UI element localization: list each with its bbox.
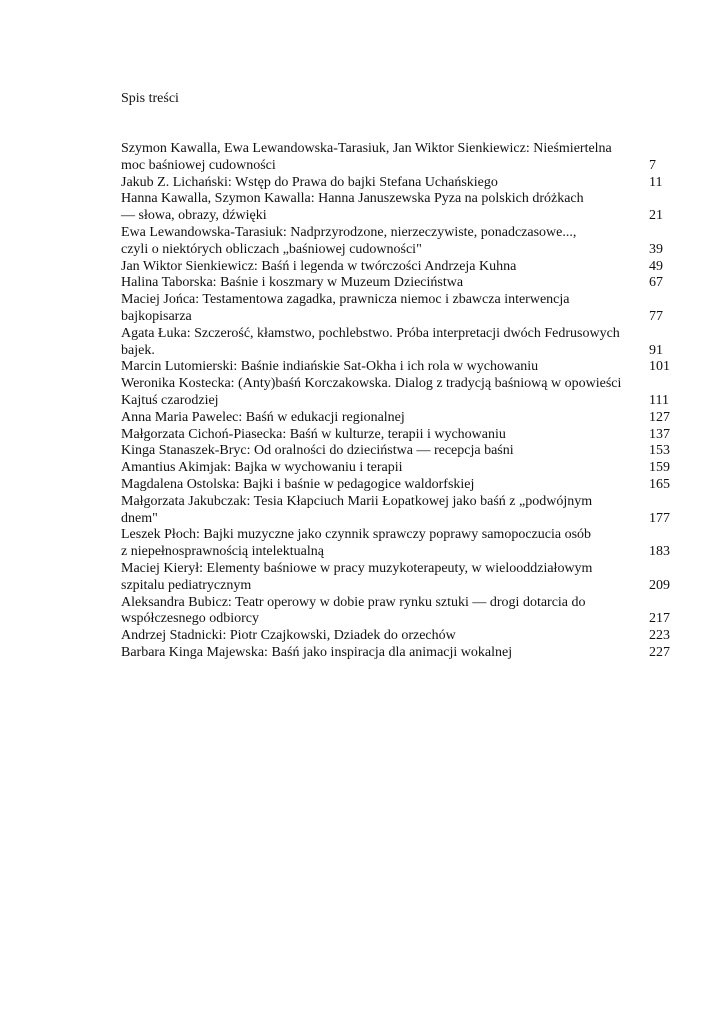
toc-entry-text-line: czyli o niektórych obliczach „baśniowej cudowności" [121,241,422,257]
toc-page-number: 159 [649,460,670,476]
toc-page-number: 77 [649,308,663,324]
toc-entry-text-line: Kinga Stanaszek-Bryc: Od oralności do dzieciństwa — recepcja baśni [121,443,514,459]
toc-entry-text-line: Agata Łuka: Szczerość, kłamstwo, pochlebstwo. Próba interpretacji dwóch Fedrusowych [121,325,620,341]
toc-entry [121,494,673,528]
toc-entry-text-line: Ewa Lewandowska-Tarasiuk: Nadprzyrodzone, nierzeczywiste, ponadczasowe..., [121,224,577,240]
toc-entry-text-line: z niepełnosprawnością intelektualną [121,544,324,560]
toc-page-number: 177 [649,510,670,526]
toc-entry [121,275,673,292]
toc-entry [121,410,673,427]
toc-page-number: 7 [649,157,656,173]
toc-entry-text-line: Małgorzata Jakubczak: Tesia Kłapciuch Marii Łopatkowej jako baśń z „podwójnym [121,493,593,509]
toc-entry-text-line: bajkopisarza [121,308,192,324]
toc-entry-text-line: Hanna Kawalla, Szymon Kawalla: Hanna Januszewska Pyza na polskich dróżkach [121,191,584,207]
toc-entry [121,326,673,360]
toc-entry [121,427,673,444]
toc-entry-text-line: Maciej Kierył: Elementy baśniowe w pracy muzykoterapeuty, w wielooddziałowym [121,560,593,576]
toc-entry-text-line: Jan Wiktor Sienkiewicz: Baśń i legenda w twórczości Andrzeja Kuhna [121,258,517,274]
toc-entry-text-line: moc baśniowej cudowności [121,157,276,173]
toc-entry [121,225,673,259]
toc-page-number: 39 [649,241,663,257]
toc-page-number: 183 [649,544,670,560]
toc-entry-text-line: szpitalu pediatrycznym [121,577,252,593]
toc-page-number: 153 [649,443,670,459]
toc-entry [121,527,673,561]
toc-entry [121,595,673,629]
toc-entry [121,628,673,645]
toc-entry-text-line: Amantius Akimjak: Bajka w wychowaniu i terapii [121,460,403,476]
toc-entry [121,292,673,326]
toc-entry-text-line: dnem" [121,510,158,526]
toc-entry-text-line: Szymon Kawalla, Ewa Lewandowska-Tarasiuk, Jan Wiktor Sienkiewicz: Nieśmiertelna [121,141,612,156]
toc-page-number: 165 [649,476,670,492]
toc-page-number: 227 [649,644,670,660]
toc-entry [121,359,673,376]
toc-entry [121,141,673,175]
toc-page-number: 21 [649,208,663,224]
toc-entry-text-line: bajek. [121,342,155,358]
toc-page-number: 223 [649,628,670,644]
toc-entry-text-line: Anna Maria Pawelec: Baśń w edukacji regionalnej [121,409,405,425]
toc-entry-text-line: Magdalena Ostolska: Bajki i baśnie w pedagogice waldorfskiej [121,476,475,492]
toc-entry-text-line: Weronika Kostecka: (Anty)baśń Korczakowska. Dialog z tradycją baśniową w opowieści [121,376,622,392]
toc-entry-text-line: — słowa, obrazy, dźwięki [121,208,267,224]
toc-entry-text-line: Aleksandra Bubicz: Teatr operowy w dobie praw rynku sztuki — drogi dotarcia do [121,594,586,610]
toc-entry-text-line: Kajtuś czarodziej [121,392,219,408]
toc-page-number: 49 [649,258,663,274]
toc-page-number: 217 [649,611,670,627]
toc-entry [121,443,673,460]
toc-entry [121,645,673,662]
toc-page-number: 11 [649,174,663,190]
toc-page-number: 137 [649,426,670,442]
toc-page-number: 209 [649,577,670,593]
toc-entry [121,259,673,276]
toc-entry [121,376,673,410]
toc-entry-text-line: Marcin Lutomierski: Baśnie indiańskie Sat-Okha i ich rola w wychowaniu [121,359,539,375]
toc-entry-text-line: współczesnego odbiorcy [121,611,260,627]
toc-entry [121,460,673,477]
toc-entry-text-line: Jakub Z. Lichański: Wstęp do Prawa do bajki Stefana Uchańskiego [121,174,498,190]
toc-page-number: 67 [649,275,663,291]
toc-page-number: 101 [649,359,670,375]
toc-title: Spis treści [121,91,179,106]
toc-entry [121,561,673,595]
toc-entry-text-line: Barbara Kinga Majewska: Baśń jako inspiracja dla animacji wokalnej [121,644,513,660]
toc-entry [121,191,673,225]
toc-entry-text-line: Andrzej Stadnicki: Piotr Czajkowski, Dziadek do orzechów [121,628,456,644]
toc-page-number: 111 [649,392,669,408]
toc-entry [121,477,673,494]
toc-entry-text-line: Małgorzata Cichoń-Piasecka: Baśń w kulturze, terapii i wychowaniu [121,426,506,442]
toc-entry-text-line: Maciej Jońca: Testamentowa zagadka, prawnicza niemoc i zbawcza interwencja [121,292,570,308]
toc-list [121,141,673,662]
toc-page-number: 127 [649,409,670,425]
toc-entry-text-line: Leszek Płoch: Bajki muzyczne jako czynnik sprawczy poprawy samopoczucia osób [121,527,592,543]
toc-page-number: 91 [649,342,663,358]
toc-entry-text-line: Halina Taborska: Baśnie i koszmary w Muzeum Dzieciństwa [121,275,464,291]
toc-entry [121,175,673,192]
